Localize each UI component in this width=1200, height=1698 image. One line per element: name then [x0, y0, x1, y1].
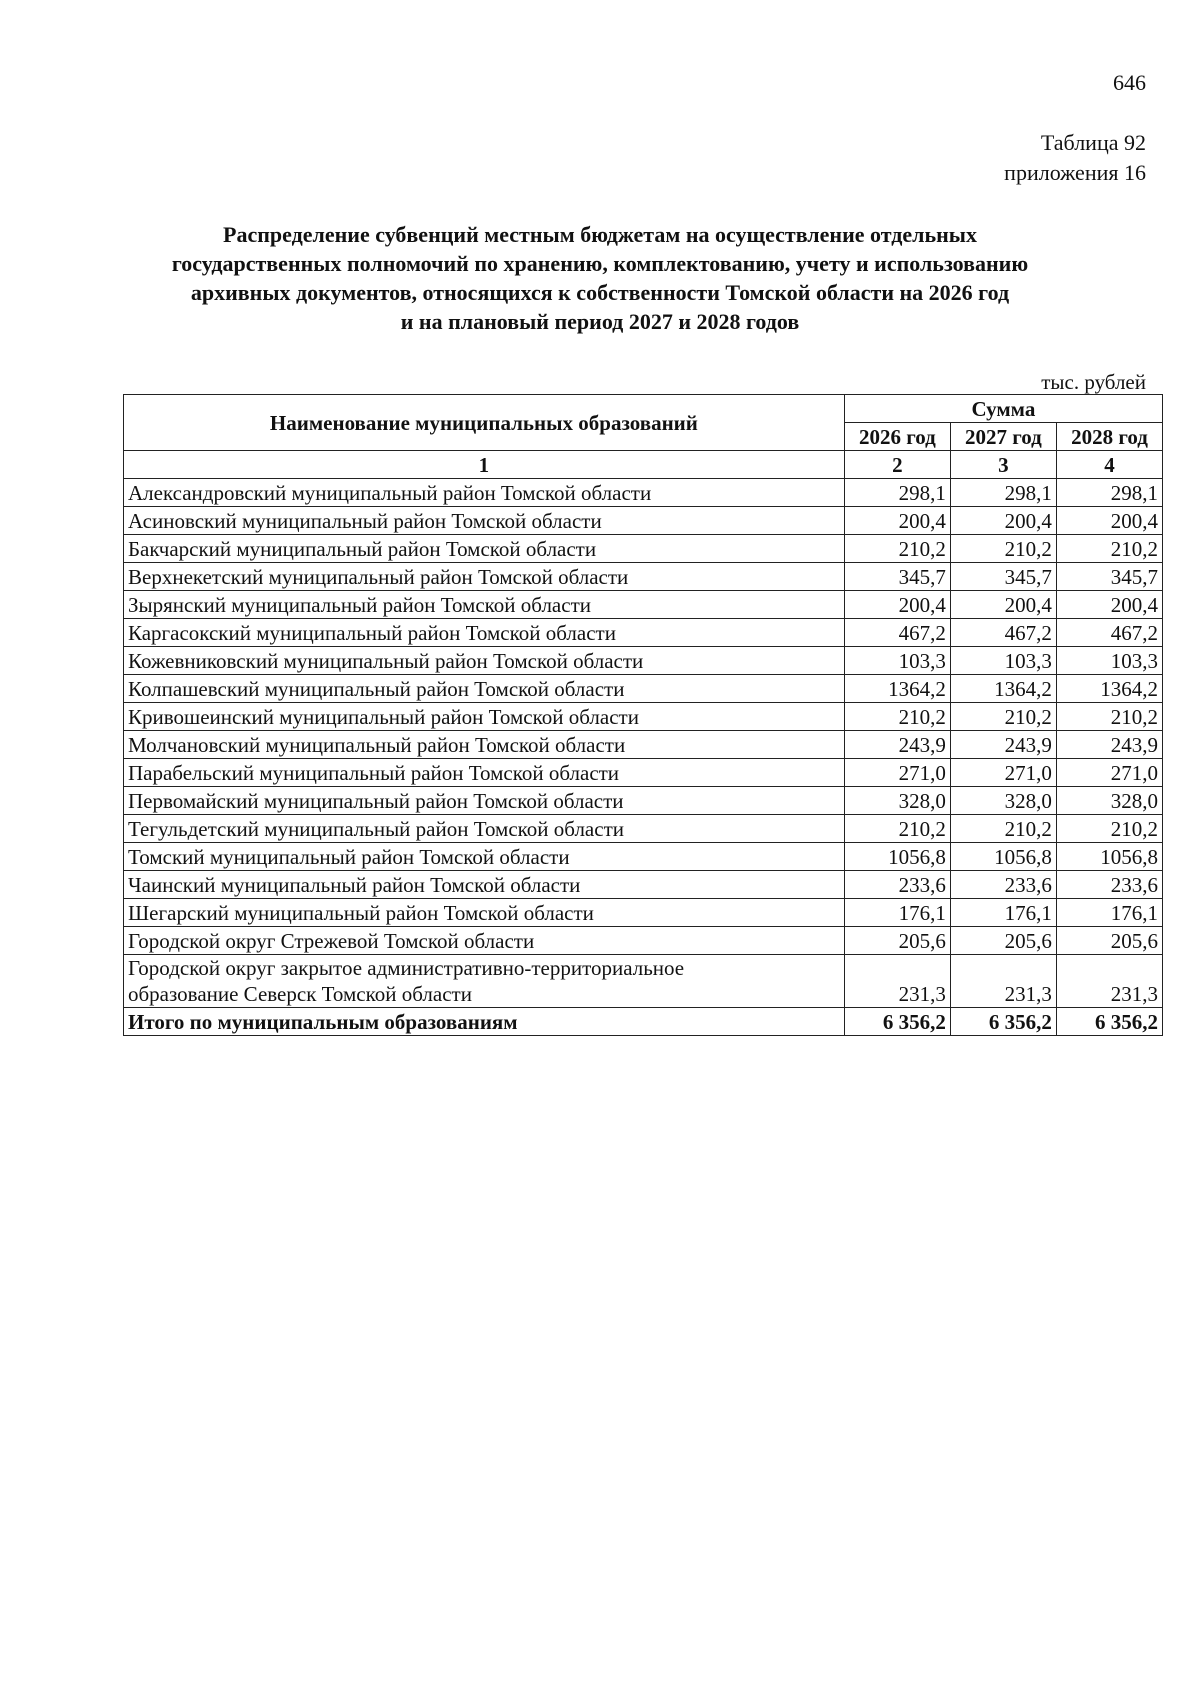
row-value-2026: 467,2: [844, 619, 950, 647]
table-reference: [1004, 128, 1146, 188]
row-name: Асиновский муниципальный район Томской области: [124, 507, 845, 535]
total-value-2028: 6 356,2: [1056, 1008, 1162, 1036]
table-row: [124, 479, 1163, 507]
row-value-2026: 345,7: [844, 563, 950, 591]
row-value-2027: 210,2: [950, 703, 1056, 731]
row-value-2026: 200,4: [844, 591, 950, 619]
header-row: [124, 395, 1163, 423]
row-value-2027: 103,3: [950, 647, 1056, 675]
row-name: Бакчарский муниципальный район Томской области: [124, 535, 845, 563]
row-value-2027: 233,6: [950, 871, 1056, 899]
table-row: [124, 675, 1163, 703]
row-value-2026: 1364,2: [844, 675, 950, 703]
total-row: [124, 1008, 1163, 1036]
row-value-2028: 200,4: [1056, 507, 1162, 535]
row-value-2028: 205,6: [1056, 927, 1162, 955]
total-value-2027: 6 356,2: [950, 1008, 1056, 1036]
row-value-2026: 210,2: [844, 535, 950, 563]
row-value-2026: 176,1: [844, 899, 950, 927]
table-row: [124, 703, 1163, 731]
header-year-2028: 2028 год: [1056, 423, 1162, 451]
row-value-2028: 210,2: [1056, 535, 1162, 563]
row-value-2026: 298,1: [844, 479, 950, 507]
table-ref-line2: приложения 16: [1004, 160, 1146, 185]
column-number-1: 1: [124, 451, 845, 479]
row-name: Чаинский муниципальный район Томской области: [124, 871, 845, 899]
row-value-2027: 200,4: [950, 591, 1056, 619]
row-value-2026: 231,3: [844, 955, 950, 1008]
row-value-2027: 231,3: [950, 955, 1056, 1008]
row-value-2026: 103,3: [844, 647, 950, 675]
header-sum: Сумма: [844, 395, 1162, 423]
row-value-2028: 467,2: [1056, 619, 1162, 647]
table-row: [124, 759, 1163, 787]
row-value-2028: 103,3: [1056, 647, 1162, 675]
table-row: [124, 731, 1163, 759]
row-value-2027: 345,7: [950, 563, 1056, 591]
row-value-2028: 243,9: [1056, 731, 1162, 759]
row-value-2026: 271,0: [844, 759, 950, 787]
row-value-2027: 176,1: [950, 899, 1056, 927]
table-row: [124, 843, 1163, 871]
row-value-2028: 231,3: [1056, 955, 1162, 1008]
row-value-2026: 210,2: [844, 815, 950, 843]
row-value-2026: 205,6: [844, 927, 950, 955]
table-row: [124, 787, 1163, 815]
title-line1: Распределение субвенций местным бюджетам на осуществление отдельных: [223, 222, 977, 247]
table-ref-line1: Таблица 92: [1040, 130, 1146, 155]
table-row: [124, 871, 1163, 899]
row-value-2028: 1056,8: [1056, 843, 1162, 871]
row-name: Кожевниковский муниципальный район Томской области: [124, 647, 845, 675]
column-numbers-row: [124, 451, 1163, 479]
table-row: [124, 815, 1163, 843]
header-name: Наименование муниципальных образований: [124, 395, 845, 451]
row-name: Томский муниципальный район Томской области: [124, 843, 845, 871]
row-name: Первомайский муниципальный район Томской области: [124, 787, 845, 815]
table-row: [124, 591, 1163, 619]
table-row: [124, 619, 1163, 647]
page-number: 646: [1113, 70, 1146, 95]
row-name: Кривошеинский муниципальный район Томской области: [124, 703, 845, 731]
table-row: [124, 647, 1163, 675]
row-name: [124, 955, 845, 1008]
row-value-2027: 298,1: [950, 479, 1056, 507]
header-year-2026: 2026 год: [844, 423, 950, 451]
row-value-2026: 233,6: [844, 871, 950, 899]
row-name: Зырянский муниципальный район Томской области: [124, 591, 845, 619]
row-value-2028: 176,1: [1056, 899, 1162, 927]
column-number-3: 3: [950, 451, 1056, 479]
row-value-2028: 298,1: [1056, 479, 1162, 507]
row-value-2027: 467,2: [950, 619, 1056, 647]
row-name-line1: Городской округ закрытое административно-территориальное: [128, 956, 685, 980]
subvention-table: [123, 394, 1163, 1036]
row-value-2028: 271,0: [1056, 759, 1162, 787]
row-value-2027: 200,4: [950, 507, 1056, 535]
row-name: Александровский муниципальный район Томской области: [124, 479, 845, 507]
column-number-2: 2: [844, 451, 950, 479]
row-value-2028: 210,2: [1056, 703, 1162, 731]
table-row: [124, 507, 1163, 535]
header-year-2027: 2027 год: [950, 423, 1056, 451]
row-value-2028: 345,7: [1056, 563, 1162, 591]
row-value-2027: 328,0: [950, 787, 1056, 815]
row-value-2026: 200,4: [844, 507, 950, 535]
units-label: тыс. рублей: [1041, 370, 1146, 394]
row-name: Колпашевский муниципальный район Томской области: [124, 675, 845, 703]
row-name: Молчановский муниципальный район Томской области: [124, 731, 845, 759]
title-line4: и на плановый период 2027 и 2028 годов: [400, 309, 800, 334]
row-value-2027: 210,2: [950, 815, 1056, 843]
table-row: [124, 899, 1163, 927]
row-value-2026: 1056,8: [844, 843, 950, 871]
table-row: [124, 535, 1163, 563]
row-name-line2: образование Северск Томской области: [128, 982, 472, 1006]
document-title: [90, 220, 1110, 336]
row-name: Шегарский муниципальный район Томской области: [124, 899, 845, 927]
column-number-4: 4: [1056, 451, 1162, 479]
row-name: Городской округ Стрежевой Томской области: [124, 927, 845, 955]
table-row: [124, 563, 1163, 591]
row-value-2027: 1056,8: [950, 843, 1056, 871]
row-value-2027: 243,9: [950, 731, 1056, 759]
row-value-2027: 205,6: [950, 927, 1056, 955]
row-value-2027: 1364,2: [950, 675, 1056, 703]
row-name: Тегульдетский муниципальный район Томской области: [124, 815, 845, 843]
row-name: Парабельский муниципальный район Томской области: [124, 759, 845, 787]
table-row: [124, 927, 1163, 955]
row-value-2028: 233,6: [1056, 871, 1162, 899]
row-name: Каргасокский муниципальный район Томской области: [124, 619, 845, 647]
title-line2: государственных полномочий по хранению, комплектованию, учету и использованию: [171, 251, 1029, 276]
row-value-2028: 210,2: [1056, 815, 1162, 843]
row-value-2028: 200,4: [1056, 591, 1162, 619]
row-value-2027: 271,0: [950, 759, 1056, 787]
row-value-2028: 328,0: [1056, 787, 1162, 815]
total-label: Итого по муниципальным образованиям: [124, 1008, 845, 1036]
table-row-seversk: [124, 955, 1163, 1008]
row-value-2026: 243,9: [844, 731, 950, 759]
row-value-2027: 210,2: [950, 535, 1056, 563]
row-value-2026: 328,0: [844, 787, 950, 815]
title-line3: архивных документов, относящихся к собственности Томской области на 2026 год: [190, 280, 1010, 305]
row-value-2028: 1364,2: [1056, 675, 1162, 703]
row-name: Верхнекетский муниципальный район Томской области: [124, 563, 845, 591]
total-value-2026: 6 356,2: [844, 1008, 950, 1036]
row-value-2026: 210,2: [844, 703, 950, 731]
